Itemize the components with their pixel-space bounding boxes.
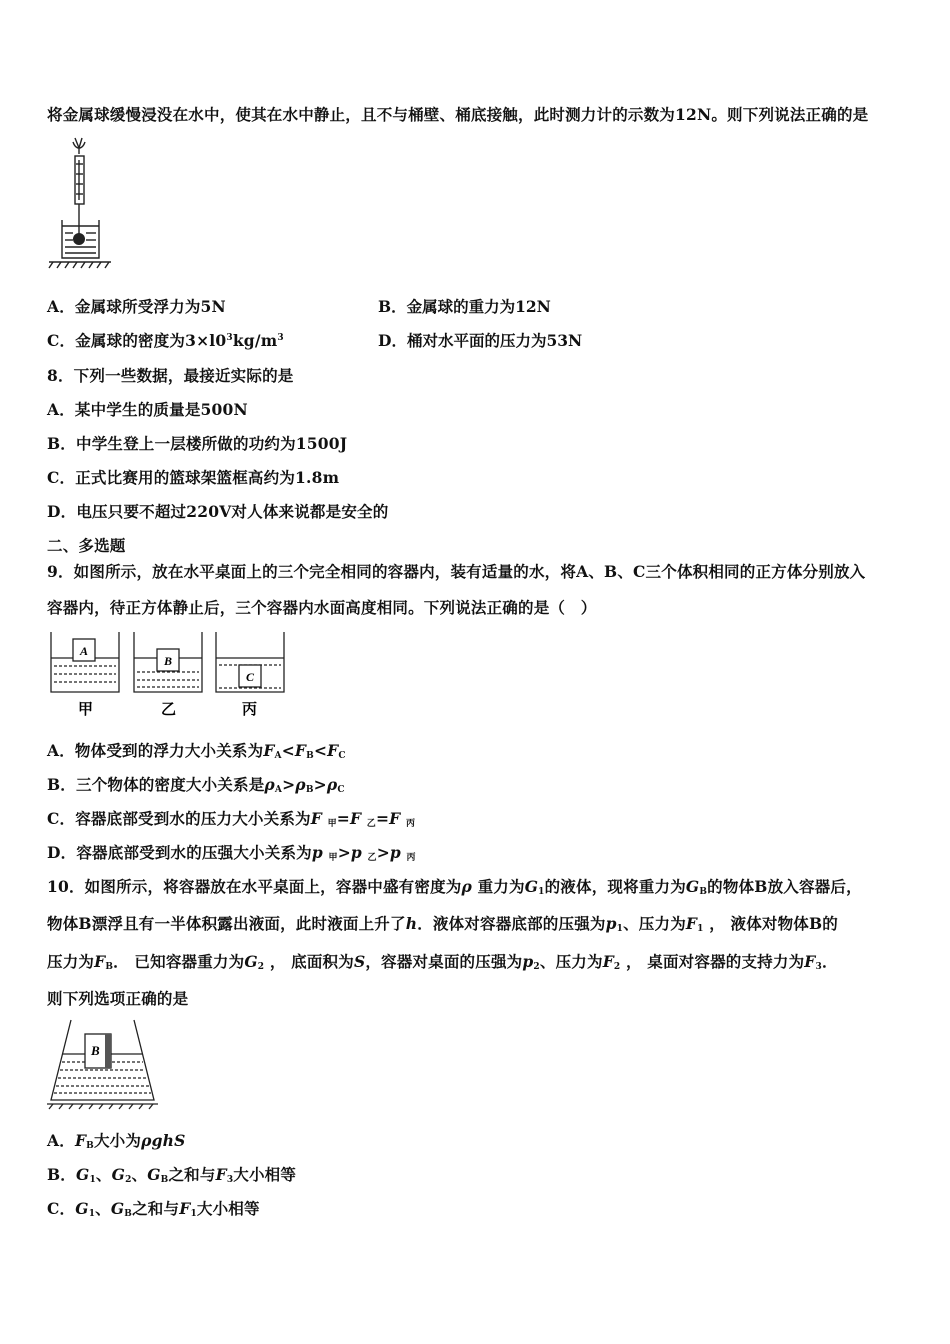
container-label-jia: 甲 [78,700,94,718]
q7-stem: 将金属球缓慢浸没在水中，使其在水中静止，且不与桶壁、桶底接触，此时测力计的示数为12N。则下列说法正确的是 [47,105,869,124]
q9-option-d: D．容器底部受到水的压强大小关系为p $_甲$>p $_乙$>p $_丙$ [47,843,416,863]
q10-option-c: C．$G_1$、$G_B$之和与$F_1$大小相等 [47,1199,260,1219]
q10-figure [45,1018,160,1110]
q7-option-a: A．金属球所受浮力为5N [47,297,226,316]
section-title: 二、多选题 [47,536,126,555]
q9-option-b: B．三个物体的密度大小关系是$\rho_A>\rho_B>\rho_C$ [47,775,345,795]
q10-stem-line2: 物体B漂浮且有一半体积露出液面，此时液面上升了h．液体对容器底部的压强为$p_1$、压力为$F_1$ ， 液体对物体B的 [47,914,839,934]
q8-option-c: C．正式比赛用的篮球架篮框高约为1.8m [47,468,340,487]
container-label-yi: 乙 [161,700,177,718]
q9-option-c: C．容器底部受到水的压力大小关系为F $_甲$=F $_乙$=F $_丙$ [47,809,416,829]
q9-option-a: A．物体受到的浮力大小关系为$F_A<F_B<F_C$ [47,741,346,761]
cube-c-label: C [246,670,255,684]
block-b-label: B [91,1043,100,1058]
cube-b-label: B [164,654,173,668]
q8-option-b: B．中学生登上一层楼所做的功约为1500J [47,434,348,453]
q10-stem-line1: 10．如图所示，将容器放在水平桌面上，容器中盛有密度为ρ 重力为$G_1$的液体，现将重力为$G_B$的物体B放入容器后， [47,877,862,897]
q9-stem-line1: 9．如图所示，放在水平桌面上的三个完全相同的容器内，装有适量的水，将A、B、C三个体积相同的正方体分别放入 [47,562,866,581]
q7-option-d: D．桶对水平面的压力为53N [378,331,583,350]
q10-stem-line3: 压力为$F_B$． 已知容器重力为$G_2$ ， 底面积为S，容器对桌面的压强为$p_2$、压力为$F_2$ ， 桌面对容器的支持力为$F_3$． [47,952,838,972]
container-label-bing: 丙 [242,700,258,718]
q7-option-b: B．金属球的重力为12N [378,297,551,316]
q10-stem-line4: 则下列选项正确的是 [47,989,189,1008]
cube-a-label: A [80,644,89,658]
q9-figure [48,630,293,722]
q8-option-d: D．电压只要不超过220V对人体来说都是安全的 [47,502,389,521]
q8-stem: 8．下列一些数据，最接近实际的是 [47,366,294,385]
q9-stem-line2: 容器内，待正方体静止后，三个容器内水面高度相同。下列说法正确的是（ ） [47,598,597,617]
q10-option-b: B．$G_1$、$G_2$、$G_B$之和与$F_3$大小相等 [47,1165,297,1185]
q10-option-a: A．$F_B$大小为ρghS [47,1131,186,1151]
q7-figure [45,134,117,272]
q8-option-a: A．某中学生的质量是500N [47,400,248,419]
q7-option-c: C．金属球的密度为$3\times l0^3kg/m^3$ [47,331,284,350]
